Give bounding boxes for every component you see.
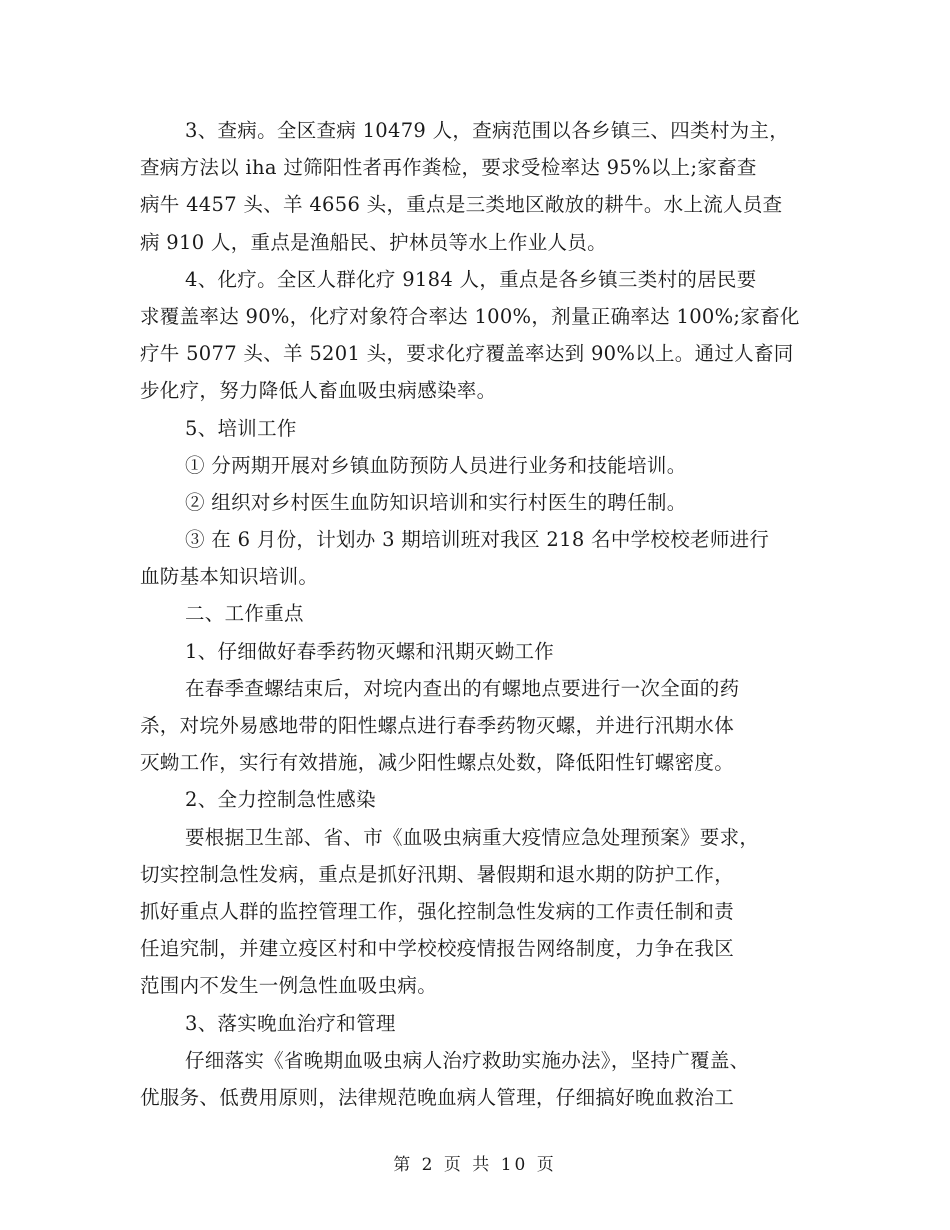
- paragraph-line: 任追究制，并建立疫区村和中学校校疫情报告网络制度，力争在我区: [140, 937, 735, 961]
- paragraph-line: 要根据卫生部、省、市《血吸虫病重大疫情应急处理预案》要求，: [185, 825, 760, 849]
- subsection-heading: 2、全力控制急性感染: [185, 788, 376, 812]
- paragraph-line: 仔细落实《省晚期血吸虫病人治疗救助实施办法》，坚持广覆盖、: [185, 1048, 750, 1072]
- paragraph-line: 优服务、低费用原则，法律规范晚血病人管理，仔细搞好晚血救治工: [140, 1085, 735, 1109]
- paragraph-line: 灭蚴工作，实行有效措施，减少阳性螺点处数，降低阳性钉螺密度。: [140, 751, 735, 775]
- paragraph-line: 3、查病。全区查病 10479 人，查病范围以各乡镇三、四类村为主，: [185, 119, 790, 142]
- paragraph-line: 求覆盖率达 90%，化疗对象符合率达 100%，剂量正确率达 100%;家畜化: [140, 304, 800, 328]
- subsection-heading: 3、落实晚血治疗和管理: [185, 1011, 396, 1035]
- paragraph-line: 4、化疗。全区人群化疗 9184 人，重点是各乡镇三类村的居民要: [185, 267, 757, 291]
- list-item: ① 分两期开展对乡镇血防预防人员进行业务和技能培训。: [185, 453, 687, 477]
- paragraph-line: 范围内不发生一例急性血吸虫病。: [140, 974, 438, 998]
- list-item: ③ 在 6 月份，计划办 3 期培训班对我区 218 名中学校校老师进行: [185, 528, 770, 552]
- list-item: ② 组织对乡村医生血防知识培训和实行村医生的聘任制。: [185, 490, 687, 514]
- paragraph-line: 查病方法以 iha 过筛阳性者再作粪检，要求受检率达 95%以上;家畜查: [140, 156, 757, 180]
- paragraph-line: 血防基本知识培训。: [140, 565, 319, 589]
- paragraph-line: 在春季查螺结束后，对垸内查出的有螺地点要进行一次全面的药: [185, 676, 740, 700]
- page-number-footer: 第 2 页 共 10 页: [393, 1155, 557, 1175]
- section-heading: 二、工作重点: [185, 602, 304, 626]
- document-body: [140, 112, 820, 1116]
- paragraph-line: 病牛 4457 头、羊 4656 头，重点是三类地区敞放的耕牛。水上流人员查: [140, 193, 783, 217]
- paragraph-line: 抓好重点人群的监控管理工作，强化控制急性发病的工作责任制和责: [140, 899, 735, 923]
- paragraph-line: 病 910 人，重点是渔船民、护林员等水上作业人员。: [140, 230, 607, 254]
- paragraph-line: 切实控制急性发病，重点是抓好汛期、暑假期和退水期的防护工作，: [140, 862, 735, 886]
- paragraph-line: 疗牛 5077 头、羊 5201 头，要求化疗覆盖率达到 90%以上。通过人畜同: [140, 342, 794, 366]
- paragraph-line: 步化疗，努力降低人畜血吸虫病感染率。: [140, 379, 497, 403]
- subsection-heading: 1、仔细做好春季药物灭螺和汛期灭蚴工作: [185, 639, 555, 663]
- section-heading: 5、培训工作: [185, 416, 297, 440]
- paragraph-line: 杀，对垸外易感地带的阳性螺点进行春季药物灭螺，并进行汛期水体: [140, 714, 735, 737]
